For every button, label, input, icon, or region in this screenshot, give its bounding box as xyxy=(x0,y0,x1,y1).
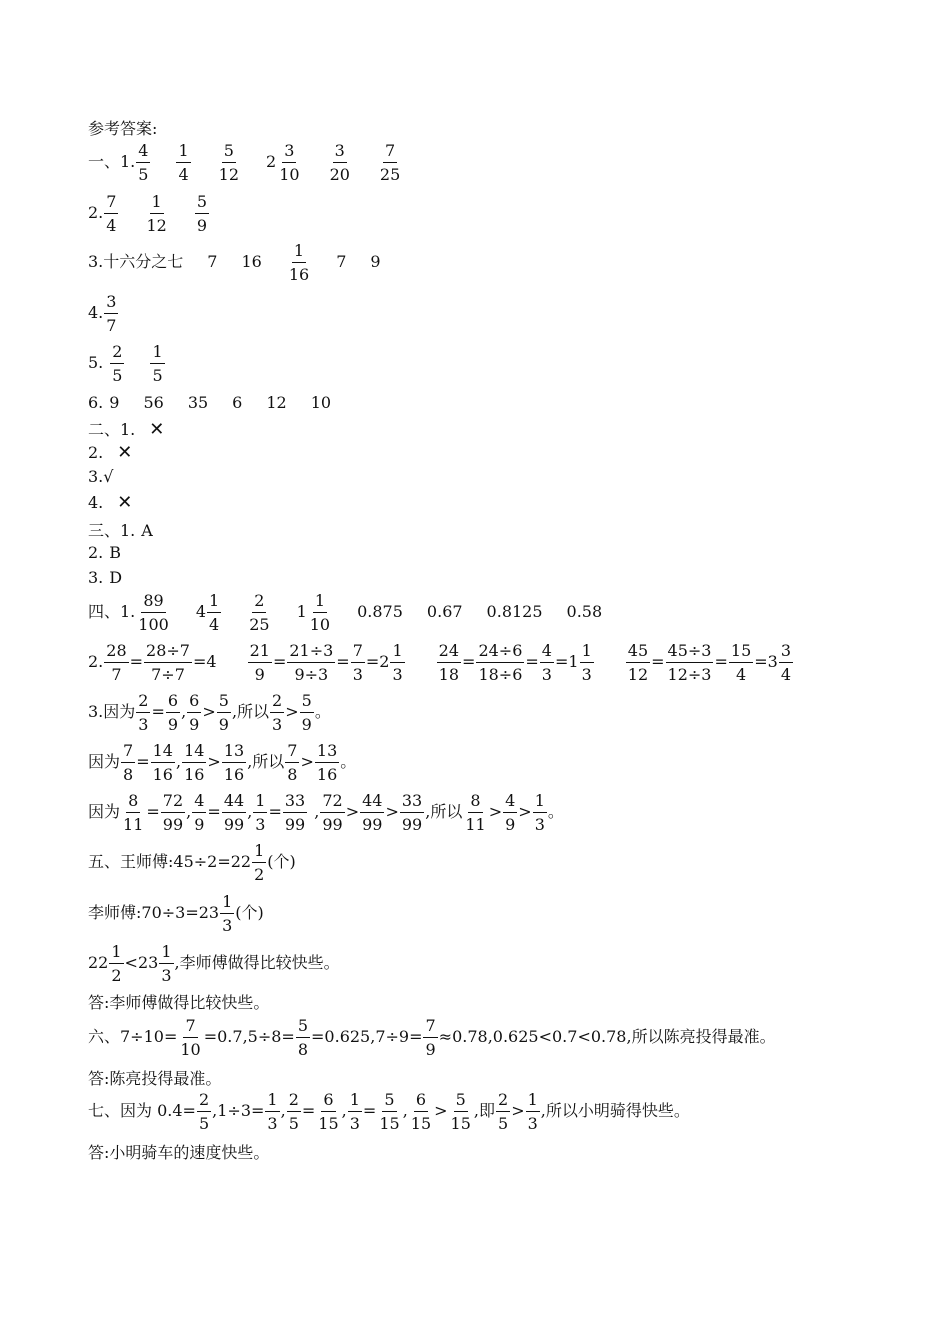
denominator: 3 xyxy=(138,715,149,734)
numerator: 5 xyxy=(454,1089,468,1112)
fraction xyxy=(476,640,524,685)
numerator: 15 xyxy=(729,640,753,663)
numerator: 24÷6 xyxy=(476,640,524,663)
fraction xyxy=(136,140,150,185)
numerator: 28 xyxy=(104,640,128,663)
fraction xyxy=(136,690,150,735)
fraction xyxy=(320,790,344,835)
fraction xyxy=(176,140,190,185)
denominator: 5 xyxy=(498,1114,509,1133)
fraction xyxy=(144,640,192,685)
denominator: 5 xyxy=(112,366,123,385)
denominator: 3 xyxy=(255,815,266,834)
denominator: 25 xyxy=(249,615,270,634)
numerator: 21÷3 xyxy=(287,640,335,663)
denominator: 3 xyxy=(534,815,545,834)
fraction xyxy=(287,640,335,685)
numerator: 5 xyxy=(300,690,314,713)
fraction xyxy=(217,690,231,735)
denominator: 9 xyxy=(196,216,207,235)
s6-answer: 答:陈亮投得最准。 xyxy=(88,1069,222,1088)
fraction xyxy=(729,640,753,685)
fraction xyxy=(348,1089,362,1134)
s2-item: 3.√ xyxy=(88,467,114,486)
numerator: 1 xyxy=(313,590,327,613)
denominator: 9 xyxy=(505,815,516,834)
denominator: 16 xyxy=(223,765,245,784)
s1-q2: 2. $\frac{7}{4}$ $\frac{1}{12}$ $\frac{5}{9}$ xyxy=(88,192,207,235)
numerator: 2 xyxy=(496,1089,510,1112)
numerator: 7 xyxy=(285,740,299,763)
denominator: 15 xyxy=(450,1114,471,1133)
numerator: 6 xyxy=(187,690,201,713)
numerator: 1 xyxy=(390,640,404,663)
numerator: 13 xyxy=(222,740,246,763)
numerator: 2 xyxy=(270,690,284,713)
fraction xyxy=(182,740,206,785)
fraction xyxy=(285,740,299,785)
numerator: 8 xyxy=(468,790,482,813)
fraction xyxy=(121,790,145,835)
fraction xyxy=(526,1089,540,1134)
numerator: 5 xyxy=(195,191,209,214)
denominator: 4 xyxy=(735,665,747,684)
s2-item: 2. ✕ xyxy=(88,442,133,463)
fraction xyxy=(666,640,714,685)
s4-q1: 四、1. $\frac{89}{100}$ 4 $\frac{1}{4}$ $\frac{2}{25}$ 1 $\frac{1}{10}$ 0.875 0.67 0.8125 0.58 xyxy=(88,591,603,634)
s4-q3b: 因为 $\frac{7}{8}$ = $\frac{14}{16}$ , $\frac{14}{16}$ > $\frac{13}{16}$ ,所以 $\frac{7}{8}$ > $\frac{13}{16}$ 。 xyxy=(88,741,357,784)
fraction xyxy=(144,191,168,236)
numerator: 1 xyxy=(265,1089,279,1112)
denominator: 99 xyxy=(401,815,423,834)
numerator: 7 xyxy=(104,191,118,214)
denominator: 3 xyxy=(272,715,283,734)
denominator: 3 xyxy=(222,916,233,935)
numerator: 1 xyxy=(533,790,547,813)
fraction xyxy=(178,1015,202,1060)
denominator: 11 xyxy=(465,815,486,834)
denominator: 10 xyxy=(180,1040,201,1059)
numerator: 3 xyxy=(104,291,118,314)
fraction xyxy=(296,1015,310,1060)
denominator: 12 xyxy=(218,165,240,184)
denominator: 9 xyxy=(425,1040,436,1059)
fraction xyxy=(166,690,180,735)
numerator: 5 xyxy=(296,1015,310,1038)
fraction xyxy=(220,891,234,936)
fraction xyxy=(110,341,124,386)
fraction xyxy=(121,740,135,785)
s4-q3c: 因为 $\frac{8}{11}$ = $\frac{72}{99}$ , $\frac{4}{9}$ = $\frac{44}{99}$ , $\frac{1}{3}$ = $\frac{33}{99}$ , $\frac{72}{99}$ > $\frac{44}{99}$ > $\frac{33}{99}$ ,所以 $\frac{8}{11}$ > $\frac{4}{9}$ > $\frac{1}{3}$ 。 xyxy=(88,791,564,834)
s1-q1: 一、1. $\frac{4}{5}$ $\frac{1}{4}$ $\frac{5}{12}$ 2 $\frac{3}{10}$ $\frac{3}{20}$ $\frac{7}{25}$ xyxy=(88,141,401,184)
fraction xyxy=(277,140,301,185)
fraction xyxy=(248,640,272,685)
s1-q5: 5. $\frac{2}{5}$ $\frac{1}{5}$ xyxy=(88,342,163,385)
s6-line: 六、7÷10= $\frac{7}{10}$ =0.7,5÷8= $\frac{5}{8}$ =0.625,7÷9= $\frac{7}{9}$ ≈0.78,0.625<0.7<0.78,所以陈亮投得最准。 xyxy=(88,1016,776,1059)
s7-line: 七、因为 0.4= $\frac{2}{5}$ ,1÷3= $\frac{1}{3}$ , $\frac{2}{5}$ = $\frac{6}{15}$ , $\frac{1}{3}$ = $\frac{5}{15}$ , $\frac{6}{15}$ > $\frac{5}{15}$ ,即 $\frac{2}{5}$ > $\frac{1}{3}$ ,所以小明骑得快些。 xyxy=(88,1090,690,1133)
numerator: 4 xyxy=(192,790,206,813)
numerator: 13 xyxy=(315,740,339,763)
denominator: 99 xyxy=(284,815,306,834)
fraction xyxy=(187,690,201,735)
numerator: 24 xyxy=(437,640,461,663)
fraction xyxy=(222,740,246,785)
numerator: 1 xyxy=(348,1089,362,1112)
denominator: 9 xyxy=(167,715,179,734)
numerator: 3 xyxy=(333,140,347,163)
numerator: 6 xyxy=(321,1089,335,1112)
denominator: 15 xyxy=(410,1114,432,1133)
denominator: 8 xyxy=(297,1040,309,1059)
numerator: 1 xyxy=(252,840,266,863)
numerator: 6 xyxy=(166,690,180,713)
fraction xyxy=(540,640,554,685)
denominator: 3 xyxy=(527,1114,538,1133)
numerator: 72 xyxy=(320,790,344,813)
denominator: 4 xyxy=(178,165,189,184)
fraction xyxy=(207,590,221,635)
denominator: 16 xyxy=(152,765,173,784)
s5-l1: 五、王师傅:45÷2=22 $\frac{1}{2}$ (个) xyxy=(88,841,296,884)
denominator: 2 xyxy=(111,966,122,985)
fraction xyxy=(328,140,352,185)
fraction xyxy=(449,1089,473,1134)
denominator: 18÷6 xyxy=(478,665,523,684)
denominator: 11 xyxy=(123,815,144,834)
denominator: 9 xyxy=(189,715,200,734)
denominator: 99 xyxy=(322,815,343,834)
denominator: 25 xyxy=(379,165,401,184)
denominator: 3 xyxy=(541,665,552,684)
fraction xyxy=(377,1089,401,1134)
denominator: 3 xyxy=(349,1114,360,1133)
numerator: 2 xyxy=(287,1089,301,1112)
fraction xyxy=(287,1089,301,1134)
denominator: 18 xyxy=(438,665,460,684)
fraction xyxy=(533,790,547,835)
numerator: 1 xyxy=(109,941,123,964)
denominator: 3 xyxy=(267,1114,278,1133)
numerator: 5 xyxy=(222,140,236,163)
fraction xyxy=(308,590,332,635)
denominator: 7÷7 xyxy=(151,665,185,684)
numerator: 45 xyxy=(626,640,650,663)
s1-q6: 6. 9 56 35 6 12 10 xyxy=(88,393,332,412)
denominator: 8 xyxy=(287,765,298,784)
fraction xyxy=(423,1015,437,1060)
numerator: 2 xyxy=(136,690,150,713)
denominator: 100 xyxy=(138,615,169,634)
denominator: 7 xyxy=(111,665,122,684)
denominator: 4 xyxy=(780,665,792,684)
numerator: 2 xyxy=(252,590,266,613)
denominator: 2 xyxy=(254,865,265,884)
fraction xyxy=(287,240,311,285)
fraction xyxy=(217,140,241,185)
s5-l3: 22 $\frac{1}{2}$ <23 $\frac{1}{3}$ ,李师傅做得比较快些。 xyxy=(88,942,340,985)
fraction xyxy=(779,640,793,685)
numerator: 1 xyxy=(150,341,164,364)
numerator: 1 xyxy=(580,640,594,663)
numerator: 5 xyxy=(217,690,231,713)
s3-item: 2. B xyxy=(88,543,122,562)
s4-q3a: 3.因为 $\frac{2}{3}$ = $\frac{6}{9}$ , $\frac{6}{9}$ > $\frac{5}{9}$ ,所以 $\frac{2}{3}$ > $\frac{5}{9}$ 。 xyxy=(88,691,331,734)
fraction xyxy=(351,640,365,685)
fraction xyxy=(247,590,271,635)
denominator: 12 xyxy=(627,665,649,684)
fraction xyxy=(283,790,307,835)
denominator: 12÷3 xyxy=(667,665,712,684)
fraction xyxy=(463,790,487,835)
denominator: 9 xyxy=(194,815,205,834)
s2-item: 4. ✕ xyxy=(88,492,133,513)
numerator: 3 xyxy=(779,640,793,663)
denominator: 10 xyxy=(279,165,300,184)
denominator: 15 xyxy=(379,1114,400,1133)
s4-q2: 2. $\frac{28}{7}$ = $\frac{28\div 7}{7\div 7}$ =4 $\frac{21}{9}$ = $\frac{21\div 3}{9\div 3}$ = $\frac{7}{3}$ =2 $\frac{1}{3}$ $\frac{24}{18}$ = $\frac{24\div 6}{18\div 6}$ = $\frac{4}{3}$ =1 $\frac{1}{3}$ $\frac{45}{12}$ = $\frac{45\div 3}{12\div 3}$ = $\frac{15}{4}$ =3 $\frac{3}{4}$ xyxy=(88,641,792,684)
fraction xyxy=(253,790,267,835)
fraction xyxy=(136,590,171,635)
fraction xyxy=(192,790,206,835)
fraction xyxy=(159,941,173,986)
fraction xyxy=(161,790,185,835)
numerator: 45÷3 xyxy=(666,640,714,663)
numerator: 1 xyxy=(292,240,306,263)
numerator: 44 xyxy=(222,790,246,813)
denominator: 5 xyxy=(152,366,163,385)
fraction xyxy=(390,640,404,685)
numerator: 4 xyxy=(540,640,554,663)
denominator: 8 xyxy=(123,765,134,784)
denominator: 10 xyxy=(309,615,331,634)
denominator: 20 xyxy=(329,165,350,184)
numerator: 44 xyxy=(360,790,384,813)
fraction xyxy=(109,941,123,986)
numerator: 2 xyxy=(197,1089,211,1112)
denominator: 16 xyxy=(184,765,205,784)
numerator: 2 xyxy=(110,341,124,364)
numerator: 7 xyxy=(351,640,365,663)
fraction xyxy=(252,840,266,885)
fraction xyxy=(400,790,424,835)
denominator: 9 xyxy=(301,715,312,734)
denominator: 3 xyxy=(392,665,403,684)
fraction xyxy=(104,191,118,236)
s1-q4: 4. $\frac{3}{7}$ xyxy=(88,292,117,335)
numerator: 21 xyxy=(248,640,272,663)
denominator: 5 xyxy=(138,165,149,184)
numerator: 1 xyxy=(159,941,173,964)
fraction xyxy=(360,790,384,835)
fraction xyxy=(222,790,246,835)
numerator: 7 xyxy=(183,1015,197,1038)
denominator: 9÷3 xyxy=(294,665,329,684)
fraction xyxy=(409,1089,433,1134)
numerator: 33 xyxy=(283,790,307,813)
numerator: 1 xyxy=(176,140,190,163)
fraction xyxy=(316,1089,340,1134)
denominator: 3 xyxy=(352,665,363,684)
fraction xyxy=(151,740,175,785)
title: 参考答案: xyxy=(88,119,158,138)
numerator: 1 xyxy=(526,1089,540,1112)
numerator: 89 xyxy=(141,590,165,613)
numerator: 1 xyxy=(220,891,234,914)
s3-item: 3. D xyxy=(88,568,123,587)
numerator: 14 xyxy=(182,740,206,763)
numerator: 1 xyxy=(253,790,267,813)
denominator: 99 xyxy=(223,815,245,834)
denominator: 9 xyxy=(218,715,229,734)
fraction xyxy=(104,291,118,336)
denominator: 99 xyxy=(362,815,383,834)
fraction xyxy=(104,640,128,685)
s5-answer: 答:李师傅做得比较快些。 xyxy=(88,993,270,1012)
numerator: 33 xyxy=(400,790,424,813)
numerator: 1 xyxy=(150,191,164,214)
fraction xyxy=(437,640,461,685)
s1-q3: 3.十六分之七 7 16 $\frac{1}{16}$ 7 9 xyxy=(88,241,381,284)
denominator: 16 xyxy=(288,265,310,284)
numerator: 14 xyxy=(151,740,175,763)
denominator: 4 xyxy=(209,615,220,634)
denominator: 5 xyxy=(198,1114,210,1133)
numerator: 7 xyxy=(121,740,135,763)
s5-l2: 李师傅:70÷3=23 $\frac{1}{3}$ (个) xyxy=(88,892,264,935)
numerator: 5 xyxy=(382,1089,396,1112)
denominator: 15 xyxy=(318,1114,339,1133)
fraction xyxy=(496,1089,510,1134)
s3-item: 三、1. A xyxy=(88,521,153,540)
denominator: 7 xyxy=(106,316,117,335)
fraction xyxy=(195,191,209,236)
denominator: 12 xyxy=(146,216,167,235)
fraction xyxy=(378,140,402,185)
denominator: 16 xyxy=(316,765,338,784)
denominator: 4 xyxy=(106,216,117,235)
numerator: 7 xyxy=(423,1015,437,1038)
fraction xyxy=(265,1089,279,1134)
denominator: 99 xyxy=(162,815,184,834)
fraction xyxy=(270,690,284,735)
s2-item: 二、1. ✕ xyxy=(88,419,165,440)
numerator: 72 xyxy=(161,790,185,813)
denominator: 5 xyxy=(288,1114,299,1133)
s7-answer: 答:小明骑车的速度快些。 xyxy=(88,1143,270,1162)
numerator: 4 xyxy=(503,790,517,813)
numerator: 4 xyxy=(136,140,150,163)
fraction xyxy=(315,740,339,785)
fraction xyxy=(150,341,164,386)
numerator: 6 xyxy=(414,1089,428,1112)
denominator: 9 xyxy=(254,665,265,684)
fraction xyxy=(626,640,650,685)
numerator: 8 xyxy=(126,790,140,813)
numerator: 1 xyxy=(207,590,221,613)
numerator: 7 xyxy=(383,140,397,163)
denominator: 3 xyxy=(161,966,172,985)
numerator: 3 xyxy=(282,140,296,163)
fraction xyxy=(300,690,314,735)
denominator: 3 xyxy=(581,665,592,684)
fraction xyxy=(503,790,517,835)
numerator: 28÷7 xyxy=(144,640,192,663)
fraction xyxy=(197,1089,211,1134)
fraction xyxy=(580,640,594,685)
